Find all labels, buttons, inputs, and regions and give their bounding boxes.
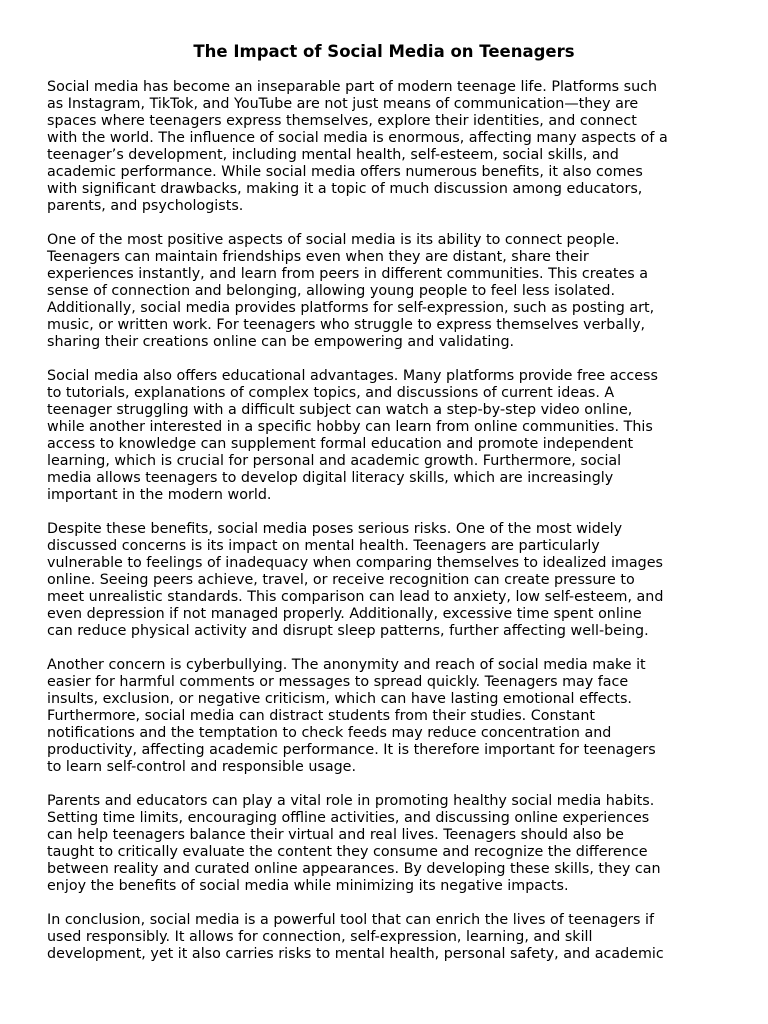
text-line: teenager struggling with a difficult subject can watch a step-by-step video online, [47, 402, 633, 418]
text-line: online. Seeing peers achieve, travel, or receive recognition can create pressure to [47, 572, 635, 588]
text-line: academic performance. While social media offers numerous benefits, it also comes [47, 164, 643, 180]
text-line: easier for harmful comments or messages to spread quickly. Teenagers may face [47, 674, 629, 690]
text-line: with the world. The influence of social media is enormous, affecting many aspects of a [47, 130, 668, 146]
text-line: taught to critically evaluate the content they consume and recognize the difference [47, 844, 648, 860]
paragraph [47, 793, 737, 895]
document-body [47, 79, 737, 980]
text-line: discussed concerns is its impact on mental health. Teenagers are particularly [47, 538, 600, 554]
text-line: enjoy the benefits of social media while minimizing its negative impacts. [47, 878, 569, 894]
text-line: used responsibly. It allows for connection, self-expression, learning, and skill [47, 929, 593, 945]
text-line: Another concern is cyberbullying. The anonymity and reach of social media make it [47, 657, 646, 673]
text-line: to tutorials, explanations of complex topics, and discussions of current ideas. A [47, 385, 615, 401]
text-line: media allows teenagers to develop digital literacy skills, which are increasingly [47, 470, 614, 486]
text-line: vulnerable to feelings of inadequacy when comparing themselves to idealized images [47, 555, 663, 571]
text-line: while another interested in a specific hobby can learn from online communities. This [47, 419, 653, 435]
text-line: between reality and curated online appearances. By developing these skills, they can [47, 861, 661, 877]
text-line: even depression if not managed properly. Additionally, excessive time spent online [47, 606, 642, 622]
text-line: Additionally, social media provides platforms for self-expression, such as posting art, [47, 300, 655, 316]
text-line: teenager’s development, including mental health, self-esteem, social skills, and [47, 147, 619, 163]
text-line: insults, exclusion, or negative criticism, which can have lasting emotional effects. [47, 691, 632, 707]
text-line: learning, which is crucial for personal and academic growth. Furthermore, social [47, 453, 622, 469]
text-line: In conclusion, social media is a powerful tool that can enrich the lives of teenagers if [47, 912, 655, 928]
text-line: Social media has become an inseparable part of modern teenage life. Platforms such [47, 79, 658, 95]
text-line: experiences instantly, and learn from peers in different communities. This creates a [47, 266, 649, 282]
paragraph [47, 368, 737, 504]
text-line: Furthermore, social media can distract students from their studies. Constant [47, 708, 596, 724]
text-line: to learn self-control and responsible usage. [47, 759, 357, 775]
text-line: parents, and psychologists. [47, 198, 244, 214]
text-line: access to knowledge can supplement formal education and promote independent [47, 436, 634, 452]
paragraph [47, 912, 737, 963]
text-line: One of the most positive aspects of social media is its ability to connect people. [47, 232, 620, 248]
text-line: development, yet it also carries risks to mental health, personal safety, and academic [47, 946, 664, 962]
paragraph [47, 79, 737, 215]
text-line: can help teenagers balance their virtual and real lives. Teenagers should also be [47, 827, 624, 843]
text-line: spaces where teenagers express themselves, explore their identities, and connect [47, 113, 637, 129]
text-line: sharing their creations online can be empowering and validating. [47, 334, 515, 350]
paragraph [47, 521, 737, 640]
text-line: sense of connection and belonging, allowing young people to feel less isolated. [47, 283, 616, 299]
text-line: Teenagers can maintain friendships even when they are distant, share their [47, 249, 589, 265]
text-line: meet unrealistic standards. This comparison can lead to anxiety, low self-esteem, and [47, 589, 664, 605]
text-line: Parents and educators can play a vital role in promoting healthy social media habits. [47, 793, 655, 809]
text-line: Setting time limits, encouraging offline activities, and discussing online experiences [47, 810, 650, 826]
text-line: Social media also offers educational advantages. Many platforms provide free access [47, 368, 658, 384]
text-line: productivity, affecting academic performance. It is therefore important for teenagers [47, 742, 656, 758]
text-line: with significant drawbacks, making it a topic of much discussion among educators, [47, 181, 643, 197]
document-title: The Impact of Social Media on Teenagers [193, 42, 575, 61]
text-line: music, or written work. For teenagers who struggle to express themselves verbally, [47, 317, 646, 333]
text-line: can reduce physical activity and disrupt sleep patterns, further affecting well-being. [47, 623, 649, 639]
text-line: Despite these benefits, social media poses serious risks. One of the most widely [47, 521, 623, 537]
paragraph [47, 232, 737, 351]
paragraph [47, 657, 737, 776]
text-line: notifications and the temptation to check feeds may reduce concentration and [47, 725, 612, 741]
text-line: as Instagram, TikTok, and YouTube are not just means of communication—they are [47, 96, 639, 112]
text-line: important in the modern world. [47, 487, 272, 503]
